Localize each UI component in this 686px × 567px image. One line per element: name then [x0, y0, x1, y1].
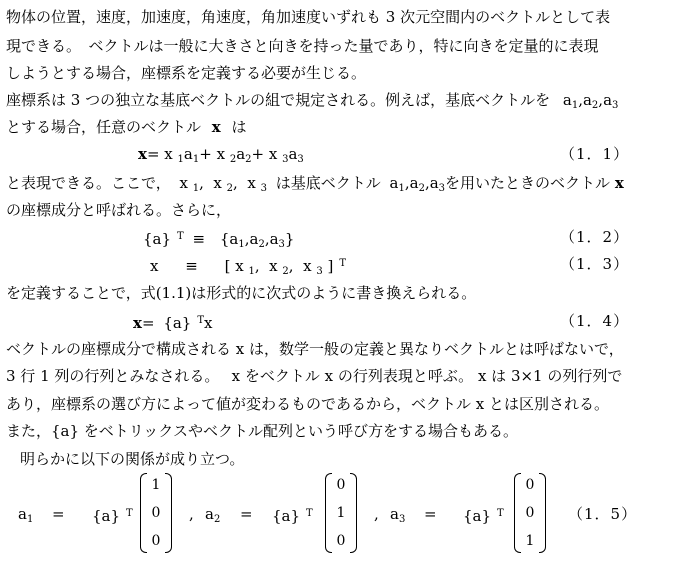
- matrix-1: [140, 473, 172, 553]
- paragraph1-line3: しようとする場合，座標系を定義する必要が生じる。: [6, 64, 367, 82]
- matrix-2-entry: 0: [336, 477, 346, 493]
- equation-number-1-2: （1．2）: [560, 228, 630, 246]
- equation-1-2: {a} $^T \equiv \{a_1,a_2,a_3\}$: [143, 230, 295, 250]
- equation-1-4: x= {a} $^T$x: [133, 314, 213, 332]
- equation-number-1-3: （1．3）: [560, 255, 630, 273]
- paragraph2-line2-text: とする場合，任意のベクトル: [6, 118, 202, 136]
- paragraph1-line1: 物体の位置，速度，加速度，角速度，角加速度いずれも 3 次元空間内のベクトルとして表: [6, 8, 611, 26]
- paragraph5-line5: 明らかに以下の関係が成り立つ。: [20, 450, 245, 468]
- eq5-label-2: $a_2$: [205, 505, 221, 525]
- eq5-comma-1: ,: [189, 505, 194, 523]
- matrix-2-entry: 1: [336, 505, 346, 521]
- equation-1-3: x ≡ [ x $_1$, x $_2$, x $_3$ ] $^T$: [150, 257, 346, 277]
- paragraph5-line4: また，{a} をベトリックスやベクトル配列という呼び方をする場合もある。: [6, 422, 519, 440]
- vector-x: x: [211, 118, 221, 136]
- paragraph5-line3: あり，座標系の選び方によって値が変わるものであるから，ベクトル x とは区別される。: [6, 395, 609, 413]
- matrix-3-entry: 1: [525, 533, 535, 549]
- equation-number-1-1: （1．1）: [560, 145, 630, 163]
- matrix-2-entry: 0: [336, 533, 346, 549]
- paragraph3-line1-mid: は基底ベクトル: [275, 174, 381, 192]
- vector-x-2: x: [614, 174, 624, 192]
- equation-1-1: x= x $_1a_1+ x$ $_2a_2+ x$ $_3a_3$: [138, 145, 304, 165]
- paragraph5-line2: 3 行 1 列の行列とみなされる。 x をベクトル x の行列表現と呼ぶ。 x は 3×1 の列行列で: [6, 367, 623, 385]
- eq5-braces-1: {a} $^T$: [92, 507, 133, 525]
- matrix-3-entry: 0: [525, 477, 535, 493]
- paragraph3-line1: [6, 172, 624, 200]
- matrix-3-entry: 0: [525, 505, 535, 521]
- paragraph2-line2: [6, 116, 247, 138]
- eq5-comma-2: ,: [374, 505, 379, 523]
- paragraph1-line2: 現できる。 ベクトルは一般に大きさと向きを持った量であり，特に向きを定量的に表現: [6, 37, 599, 55]
- eq5-equals-2: =: [240, 505, 253, 523]
- paragraph3-line2: の座標成分と呼ばれる。さらに，: [6, 201, 232, 219]
- eq5-braces-3: {a} $^T$: [463, 507, 504, 525]
- paragraph3-line1-start: と表現できる。ここで，: [6, 174, 171, 192]
- paragraph2-line1-text: 座標系は 3 つの独立な基底ベクトルの組で規定される。例えば，基底ベクトルを: [6, 91, 551, 109]
- paragraph2-line2-end: は: [231, 118, 247, 136]
- eq5-equals-1: =: [52, 505, 65, 523]
- matrix-3: [514, 473, 546, 553]
- basis-vectors: $a_1,a_2,a_3$: [562, 91, 619, 111]
- eq5-equals-3: =: [424, 505, 437, 523]
- eq5-braces-2: {a} $^T$: [272, 507, 313, 525]
- equation-number-1-4: （1．4）: [560, 312, 630, 330]
- paragraph3-line1-mid2: を用いたときのベクトル: [445, 174, 611, 192]
- matrix-1-entry: 0: [151, 505, 161, 521]
- basis-vectors-2: $a_1,a_2,a_3$: [389, 174, 446, 194]
- eq5-label-1: $a_1$: [18, 505, 34, 525]
- eq5-label-3: $a_3$: [390, 505, 406, 525]
- paragraph2-line1: [6, 89, 618, 117]
- matrix-1-entry: 1: [151, 477, 161, 493]
- matrix-1-entry: 0: [151, 533, 161, 549]
- coord-components: x $_1$, x $_2$, x $_3$: [179, 174, 267, 194]
- paragraph5-line1: ベクトルの座標成分で構成される x は，数学一般の定義と異なりベクトルとは呼ばないで，: [6, 340, 624, 358]
- matrix-2: [325, 473, 357, 553]
- equation-number-1-5: （1．5）: [568, 505, 638, 523]
- paragraph4-line1: を定義することで，式(1.1)は形式的に次式のように書き換えられる。: [6, 284, 477, 302]
